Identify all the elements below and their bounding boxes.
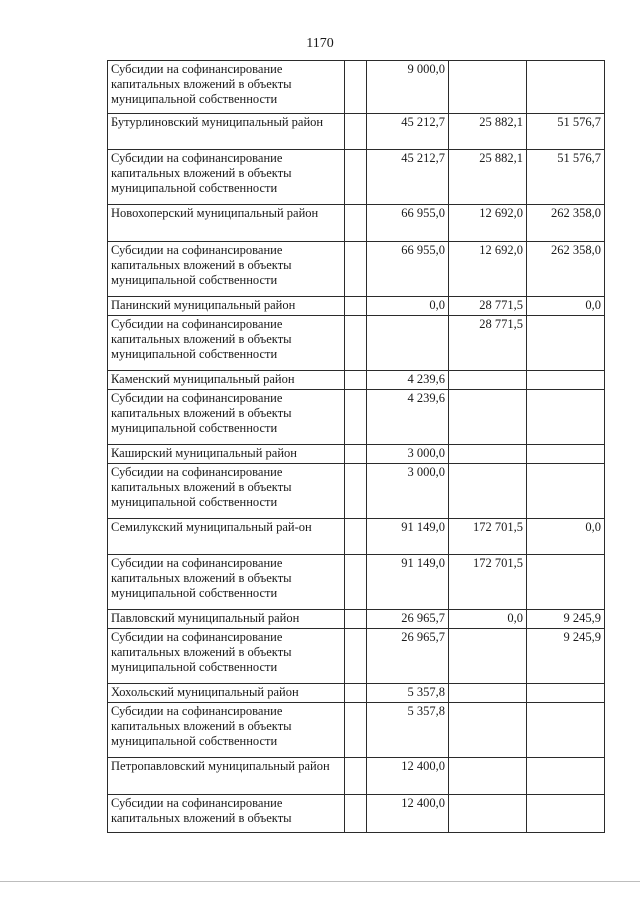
value-cell-2: 12 692,0 xyxy=(449,242,527,297)
blank-cell xyxy=(345,684,367,703)
value-cell-2 xyxy=(449,629,527,684)
blank-cell xyxy=(345,445,367,464)
row-label: Семилукский муниципальный рай-он xyxy=(108,519,345,555)
value-cell-2: 25 882,1 xyxy=(449,114,527,150)
value-cell-2: 0,0 xyxy=(449,610,527,629)
value-cell-3 xyxy=(527,371,605,390)
value-cell-1: 12 400,0 xyxy=(367,795,449,833)
table-row xyxy=(108,684,605,703)
value-cell-3 xyxy=(527,390,605,445)
table-row xyxy=(108,61,605,114)
table-row xyxy=(108,297,605,316)
value-cell-3 xyxy=(527,555,605,610)
blank-cell xyxy=(345,464,367,519)
row-label: Субсидии на софинансирование капитальных вложений в объекты муниципальной собственности xyxy=(108,555,345,610)
value-cell-3 xyxy=(527,464,605,519)
row-label: Павловский муниципальный район xyxy=(108,610,345,629)
table-row xyxy=(108,205,605,242)
value-cell-1: 5 357,8 xyxy=(367,684,449,703)
row-label: Каширский муниципальный район xyxy=(108,445,345,464)
blank-cell xyxy=(345,297,367,316)
table-row xyxy=(108,150,605,205)
value-cell-2 xyxy=(449,795,527,833)
value-cell-1: 66 955,0 xyxy=(367,205,449,242)
table-row xyxy=(108,242,605,297)
value-cell-3: 0,0 xyxy=(527,519,605,555)
value-cell-2: 28 771,5 xyxy=(449,297,527,316)
blank-cell xyxy=(345,758,367,795)
value-cell-3: 262 358,0 xyxy=(527,205,605,242)
value-cell-2 xyxy=(449,464,527,519)
value-cell-2 xyxy=(449,445,527,464)
table-row xyxy=(108,445,605,464)
value-cell-2 xyxy=(449,390,527,445)
value-cell-1: 3 000,0 xyxy=(367,445,449,464)
blank-cell xyxy=(345,61,367,114)
row-label: Бутурлиновский муниципальный район xyxy=(108,114,345,150)
value-cell-2: 172 701,5 xyxy=(449,519,527,555)
row-label: Каменский муниципальный район xyxy=(108,371,345,390)
table-row xyxy=(108,519,605,555)
value-cell-1: 0,0 xyxy=(367,297,449,316)
value-cell-1: 9 000,0 xyxy=(367,61,449,114)
value-cell-3 xyxy=(527,445,605,464)
value-cell-2 xyxy=(449,758,527,795)
blank-cell xyxy=(345,629,367,684)
table-row xyxy=(108,316,605,371)
value-cell-1: 26 965,7 xyxy=(367,629,449,684)
table-row xyxy=(108,464,605,519)
blank-cell xyxy=(345,114,367,150)
row-label: Субсидии на софинансирование капитальных вложений в объекты xyxy=(108,795,345,833)
value-cell-2: 28 771,5 xyxy=(449,316,527,371)
blank-cell xyxy=(345,316,367,371)
row-label: Субсидии на софинансирование капитальных вложений в объекты муниципальной собственности xyxy=(108,629,345,684)
blank-cell xyxy=(345,795,367,833)
value-cell-2: 172 701,5 xyxy=(449,555,527,610)
blank-cell xyxy=(345,242,367,297)
value-cell-3: 9 245,9 xyxy=(527,629,605,684)
value-cell-3: 51 576,7 xyxy=(527,150,605,205)
value-cell-2: 25 882,1 xyxy=(449,150,527,205)
row-label: Субсидии на софинансирование капитальных вложений в объекты муниципальной собственности xyxy=(108,464,345,519)
value-cell-1: 66 955,0 xyxy=(367,242,449,297)
table-row xyxy=(108,703,605,758)
blank-cell xyxy=(345,205,367,242)
blank-cell xyxy=(345,610,367,629)
value-cell-1: 3 000,0 xyxy=(367,464,449,519)
blank-cell xyxy=(345,390,367,445)
value-cell-3 xyxy=(527,684,605,703)
table-row xyxy=(108,610,605,629)
value-cell-2 xyxy=(449,61,527,114)
value-cell-1: 91 149,0 xyxy=(367,555,449,610)
row-label: Субсидии на софинансирование капитальных вложений в объекты муниципальной собственности xyxy=(108,390,345,445)
table-row xyxy=(108,114,605,150)
value-cell-3: 9 245,9 xyxy=(527,610,605,629)
value-cell-3: 262 358,0 xyxy=(527,242,605,297)
footer-divider xyxy=(0,881,640,882)
row-label: Субсидии на софинансирование капитальных вложений в объекты муниципальной собственности xyxy=(108,316,345,371)
value-cell-1: 4 239,6 xyxy=(367,371,449,390)
value-cell-3 xyxy=(527,758,605,795)
page-number: 1170 xyxy=(306,36,334,51)
row-label: Панинский муниципальный район xyxy=(108,297,345,316)
value-cell-1: 5 357,8 xyxy=(367,703,449,758)
table-row xyxy=(108,758,605,795)
blank-cell xyxy=(345,150,367,205)
value-cell-1: 4 239,6 xyxy=(367,390,449,445)
value-cell-2 xyxy=(449,703,527,758)
value-cell-3: 0,0 xyxy=(527,297,605,316)
row-label: Субсидии на софинансирование капитальных вложений в объекты муниципальной собственности xyxy=(108,150,345,205)
row-label: Петропавловский муниципальный район xyxy=(108,758,345,795)
value-cell-1: 12 400,0 xyxy=(367,758,449,795)
table-row xyxy=(108,390,605,445)
value-cell-1 xyxy=(367,316,449,371)
blank-cell xyxy=(345,519,367,555)
value-cell-1: 45 212,7 xyxy=(367,150,449,205)
row-label: Субсидии на софинансирование капитальных вложений в объекты муниципальной собственности xyxy=(108,242,345,297)
value-cell-2: 12 692,0 xyxy=(449,205,527,242)
table-row xyxy=(108,795,605,833)
value-cell-3 xyxy=(527,795,605,833)
row-label: Новохоперский муниципальный район xyxy=(108,205,345,242)
value-cell-3 xyxy=(527,61,605,114)
blank-cell xyxy=(345,703,367,758)
table-row xyxy=(108,371,605,390)
table-row xyxy=(108,555,605,610)
row-label: Хохольский муниципальный район xyxy=(108,684,345,703)
row-label: Субсидии на софинансирование капитальных вложений в объекты муниципальной собственности xyxy=(108,703,345,758)
blank-cell xyxy=(345,555,367,610)
value-cell-2 xyxy=(449,371,527,390)
table-row xyxy=(108,629,605,684)
value-cell-3 xyxy=(527,703,605,758)
blank-cell xyxy=(345,371,367,390)
value-cell-1: 91 149,0 xyxy=(367,519,449,555)
value-cell-2 xyxy=(449,684,527,703)
value-cell-1: 26 965,7 xyxy=(367,610,449,629)
value-cell-3: 51 576,7 xyxy=(527,114,605,150)
budget-table xyxy=(107,60,605,833)
value-cell-1: 45 212,7 xyxy=(367,114,449,150)
value-cell-3 xyxy=(527,316,605,371)
row-label: Субсидии на софинансирование капитальных вложений в объекты муниципальной собственности xyxy=(108,61,345,114)
